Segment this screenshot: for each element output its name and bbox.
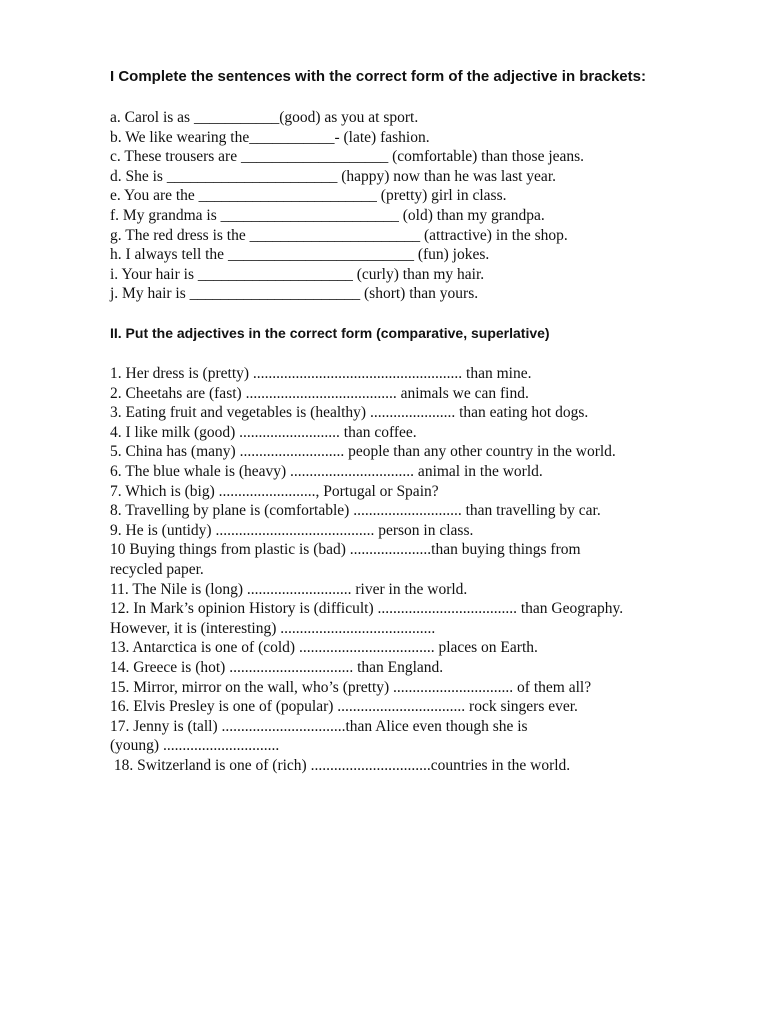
list-item: f. My grandma is _______________________ (old) than my grandpa. [110, 206, 545, 224]
list-item: 9. He is (untidy) ......................................... person in class. [110, 521, 474, 539]
list-item: 11. The Nile is (long) ........................... river in the world. [110, 580, 468, 598]
list-item: 4. I like milk (good) .......................... than coffee. [110, 423, 417, 441]
list-item: e. You are the _______________________ (pretty) girl in class. [110, 187, 507, 205]
list-item: 17. Jenny is (tall) ................................than Alice even though she is [110, 717, 528, 735]
list-item: However, it is (interesting) ........................................ [110, 619, 436, 637]
section1-list [110, 108, 584, 304]
section2-heading: II. Put the adjectives in the correct form (comparative, superlative) [110, 325, 550, 341]
list-item: (young) .............................. [110, 737, 280, 755]
list-item: 14. Greece is (hot) ................................ than England. [110, 658, 444, 676]
list-item: j. My hair is ______________________ (short) than yours. [110, 285, 479, 303]
list-item: c. These trousers are ___________________ (comfortable) than those jeans. [110, 148, 585, 166]
list-item: 10 Buying things from plastic is (bad) .....................than buying things from [110, 541, 581, 559]
list-item: 16. Elvis Presley is one of (popular) ................................. rock singers ever. [110, 698, 578, 716]
list-item: recycled paper. [110, 560, 204, 578]
list-item: 13. Antarctica is one of (cold) ................................... places on Earth. [110, 639, 538, 657]
list-item: a. Carol is as ___________(good) as you at sport. [110, 109, 419, 126]
list-item: 1. Her dress is (pretty) ...................................................... than mine. [110, 365, 532, 382]
list-item: 2. Cheetahs are (fast) ....................................... animals we can find. [110, 384, 529, 402]
section1-heading: I Complete the sentences with the correct form of the adjective in brackets: [110, 68, 646, 85]
list-item: i. Your hair is ____________________ (curly) than my hair. [110, 265, 485, 283]
list-item: 18. Switzerland is one of (rich) ...............................countries in the world. [110, 756, 571, 774]
list-item: b. We like wearing the___________- (late) fashion. [110, 128, 430, 146]
list-item: 15. Mirror, mirror on the wall, who’s (pretty) ............................... of them all? [110, 678, 592, 696]
list-item: 6. The blue whale is (heavy) ................................ animal in the world. [110, 462, 543, 480]
list-item: 7. Which is (big) ........................., Portugal or Spain? [110, 482, 439, 500]
list-item: h. I always tell the ________________________ (fun) jokes. [110, 246, 490, 264]
list-item: 8. Travelling by plane is (comfortable) ............................ than travelling by car. [110, 502, 601, 520]
list-item: 12. In Mark’s opinion History is (difficult) .................................... than Geography. [110, 600, 624, 618]
section2-list [110, 364, 710, 775]
list-item: 3. Eating fruit and vegetables is (healthy) ...................... than eating hot dogs. [110, 404, 589, 422]
list-item: d. She is ______________________ (happy) now than he was last year. [110, 167, 556, 185]
list-item: 5. China has (many) ........................... people than any other country in the world. [110, 443, 616, 461]
list-item: g. The red dress is the ______________________ (attractive) in the shop. [110, 226, 568, 244]
